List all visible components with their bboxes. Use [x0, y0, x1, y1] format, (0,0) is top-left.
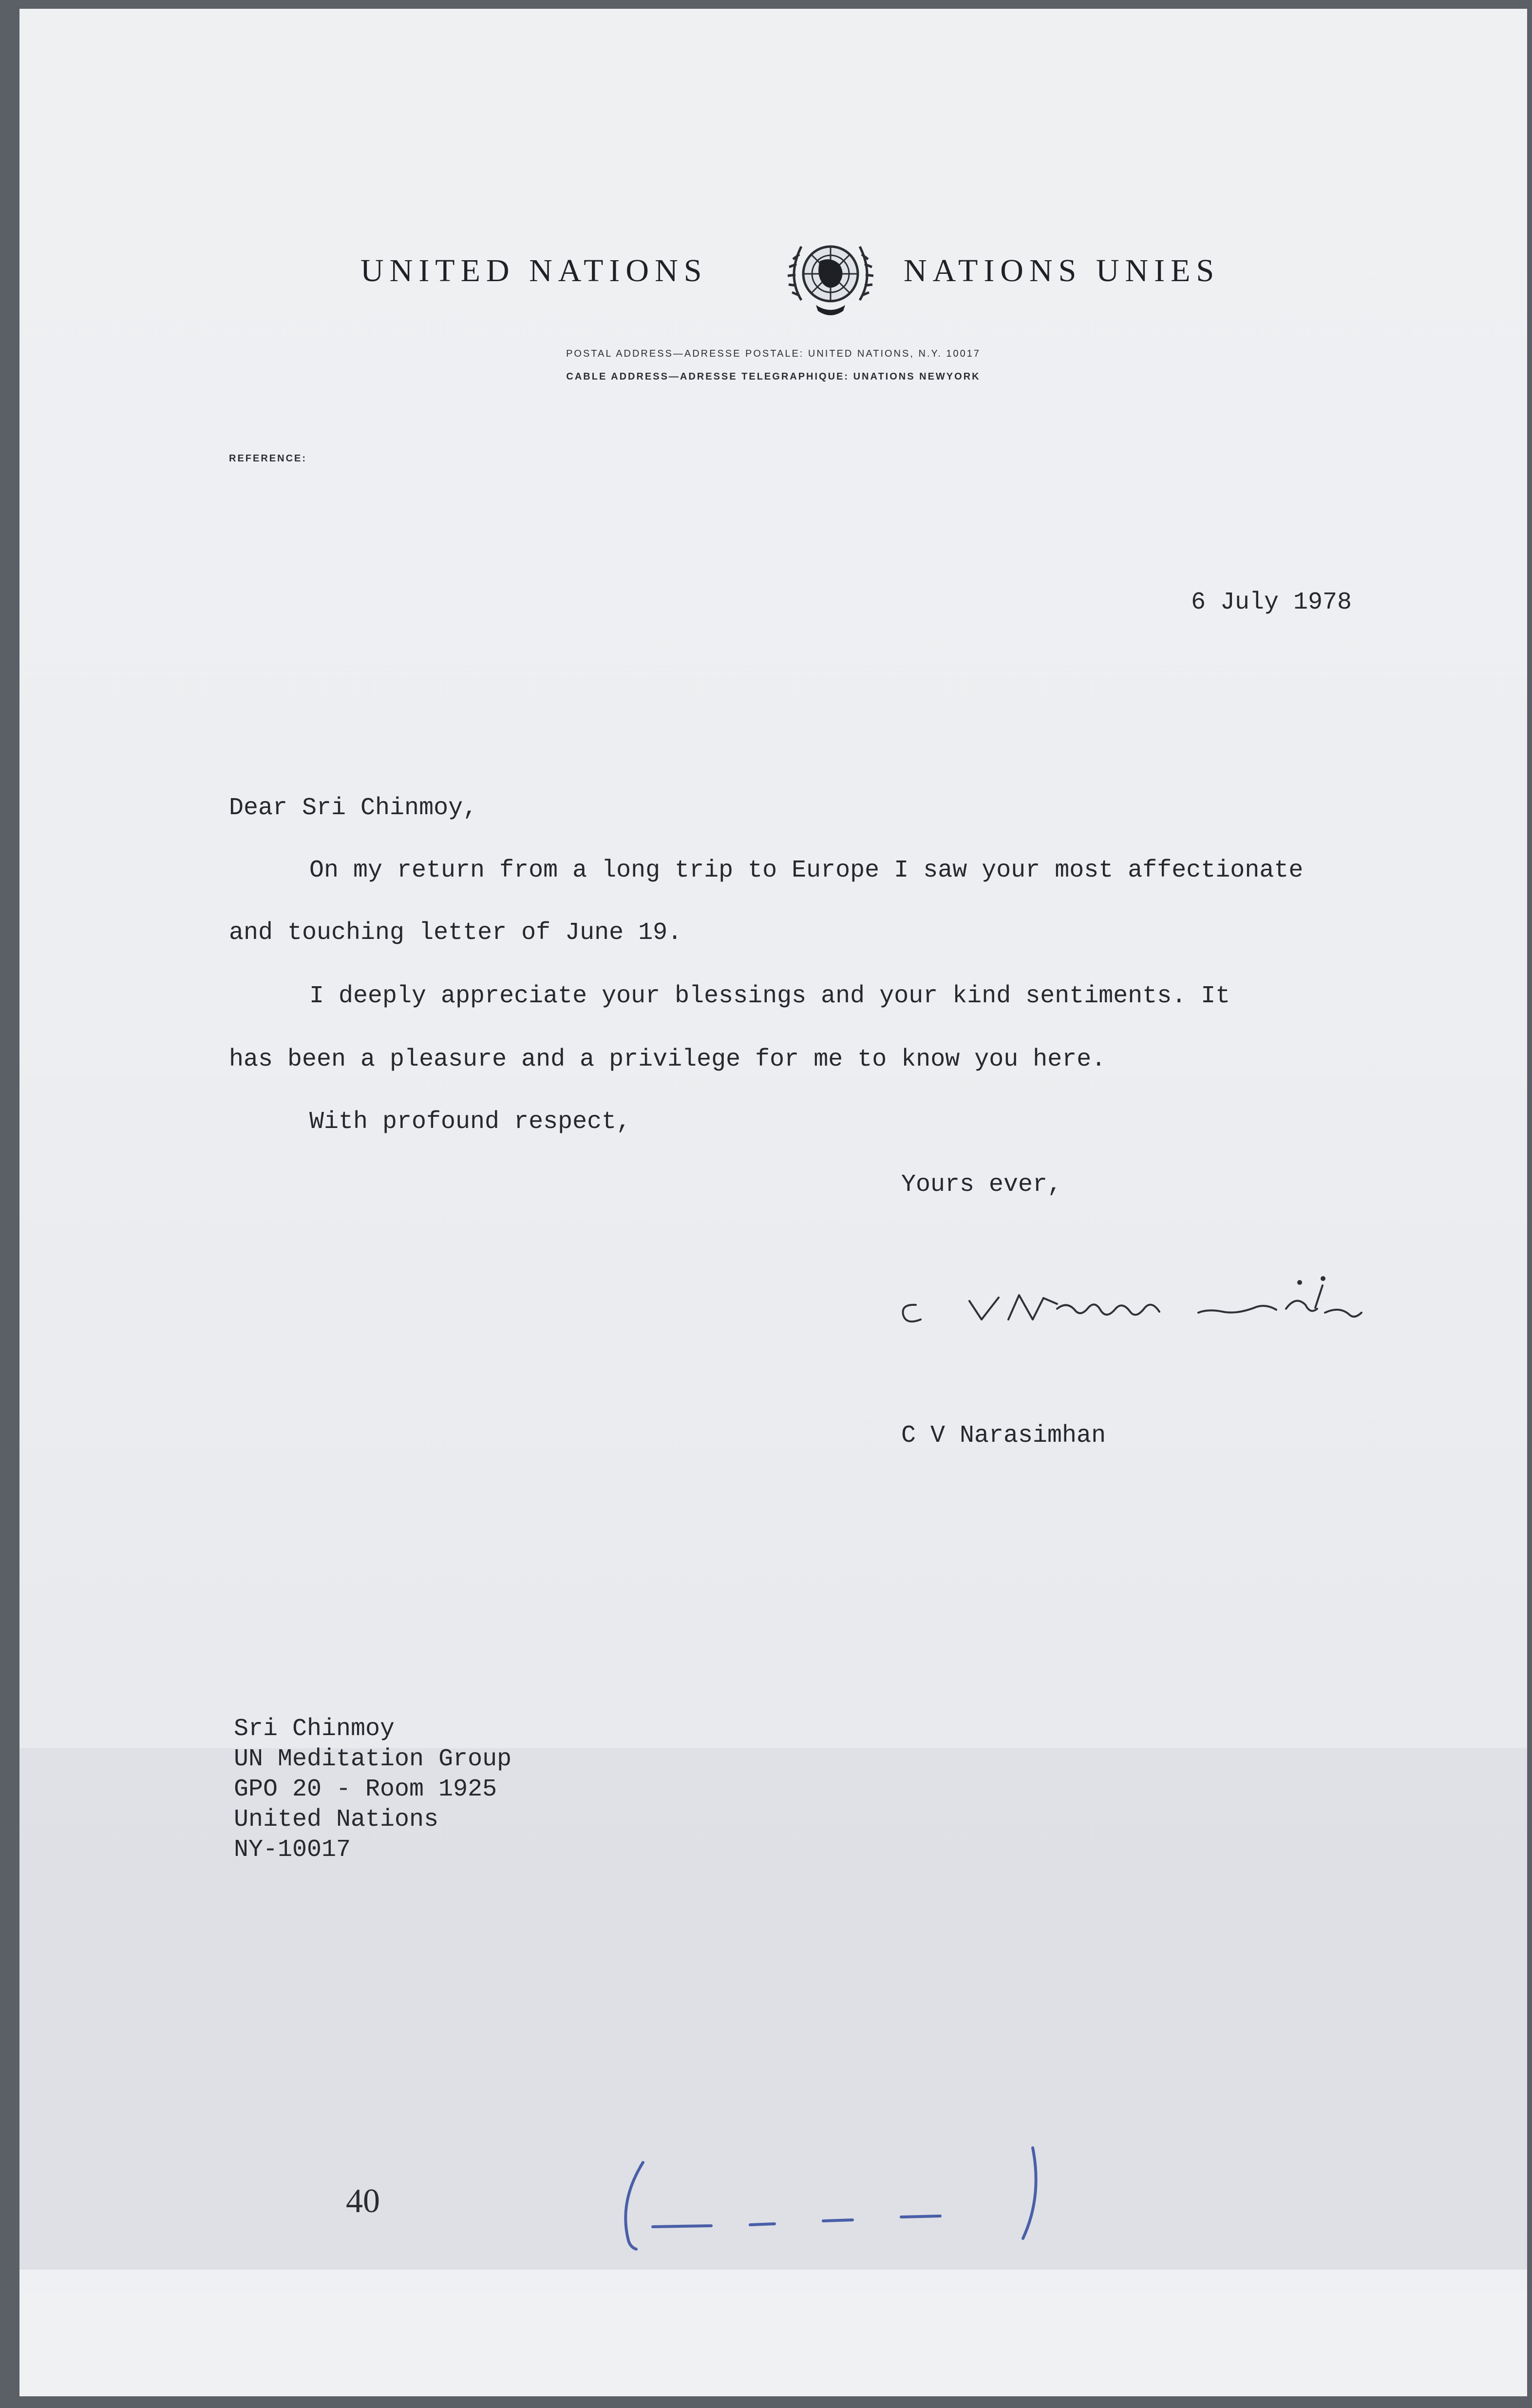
- cable-address: CABLE ADDRESS—ADRESSE TELEGRAPHIQUE: UNATIONS NEWYORK: [566, 371, 981, 382]
- letterhead-org-en: UNITED NATIONS: [360, 253, 708, 288]
- handwritten-bracket-mark: [589, 2143, 1052, 2255]
- paragraph-2-line-2: has been a pleasure and a privilege for me to know you here.: [229, 1046, 1106, 1073]
- closing: Yours ever,: [901, 1171, 1062, 1199]
- paragraph-2-line-1: I deeply appreciate your blessings and your kind sentiments. It: [309, 982, 1230, 1010]
- salutation: Dear Sri Chinmoy,: [229, 794, 478, 822]
- reference-label: REFERENCE:: [229, 453, 307, 464]
- recipient-line: NY-10017: [234, 1836, 351, 1864]
- paragraph-3: With profound respect,: [309, 1108, 631, 1136]
- recipient-line: United Nations: [234, 1806, 439, 1834]
- paragraph-1-line-2: and touching letter of June 19.: [229, 919, 682, 947]
- paragraph-1-line-1: On my return from a long trip to Europe I saw your most affectionate: [309, 857, 1304, 884]
- scan-bottom-strip: [19, 2270, 1527, 2396]
- recipient-line: UN Meditation Group: [234, 1745, 512, 1773]
- un-emblem-icon: [782, 227, 879, 325]
- postal-address: POSTAL ADDRESS—ADRESSE POSTALE: UNITED NATIONS, N.Y. 10017: [566, 348, 981, 359]
- page-number: 40: [346, 2182, 380, 2220]
- letter-date: 6 July 1978: [1191, 589, 1352, 616]
- letter-page: [19, 9, 1527, 2396]
- letterhead-org-fr: NATIONS UNIES: [904, 253, 1220, 288]
- signatory-name: C V Narasimhan: [901, 1422, 1106, 1450]
- recipient-line: GPO 20 - Room 1925: [234, 1776, 497, 1803]
- handwritten-signature: [887, 1246, 1388, 1344]
- recipient-line: Sri Chinmoy: [234, 1715, 395, 1743]
- recipient-address: [234, 1714, 511, 1865]
